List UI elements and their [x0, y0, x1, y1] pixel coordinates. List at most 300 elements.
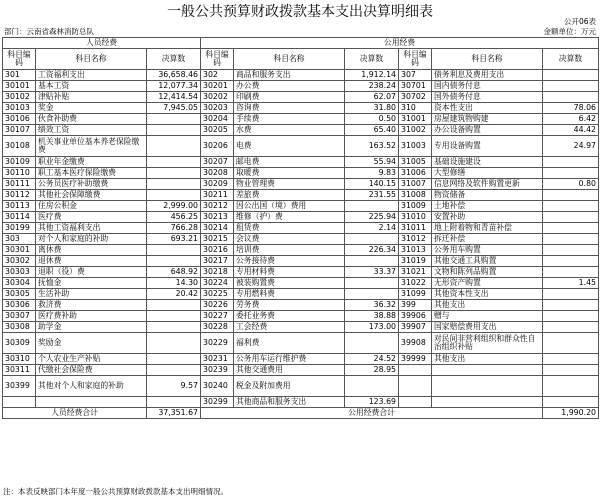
table-row: [3, 397, 599, 408]
public-code: 30227: [201, 311, 234, 322]
capital-amount: [543, 311, 599, 322]
public-amount: 55.94: [345, 157, 399, 168]
public-name: 维修（护）费: [234, 212, 345, 223]
personnel-name: 离休费: [36, 245, 147, 256]
personnel-code: 30302: [3, 256, 36, 267]
capital-name: 国外债务付息: [432, 92, 543, 103]
capital-code: 31006: [399, 168, 432, 179]
public-code: 30240: [201, 376, 234, 397]
public-name: 手续费: [234, 114, 345, 125]
personnel-amount: [147, 397, 201, 408]
personnel-name: 其他对个人和家庭的补助: [36, 376, 147, 397]
public-code: 30206: [201, 136, 234, 157]
capital-amount: [543, 190, 599, 201]
public-name: 物业管理费: [234, 179, 345, 190]
personnel-name: 职业年金缴费: [36, 157, 147, 168]
capital-name: 公务用车购置: [432, 245, 543, 256]
capital-code: [399, 397, 432, 408]
public-amount: 65.40: [345, 125, 399, 136]
personnel-code: 30305: [3, 289, 36, 300]
personnel-amount: [147, 300, 201, 311]
personnel-amount: 20.42: [147, 289, 201, 300]
personnel-code: 30109: [3, 157, 36, 168]
public-total-label: 公用经费合计: [201, 408, 543, 419]
capital-amount: [543, 234, 599, 245]
personnel-amount: 766.28: [147, 223, 201, 234]
capital-code: 307: [399, 70, 432, 81]
table-row: [3, 212, 599, 223]
public-code: 30205: [201, 125, 234, 136]
public-code: 30224: [201, 278, 234, 289]
public-amount: 163.52: [345, 136, 399, 157]
public-amount: [345, 256, 399, 267]
personnel-name: 医疗费: [36, 212, 147, 223]
personnel-name: 奖励金: [36, 333, 147, 354]
personnel-name: 职工基本医疗保险缴费: [36, 168, 147, 179]
personnel-amount: 12,077.34: [147, 81, 201, 92]
capital-amount: [543, 92, 599, 103]
public-amount: 173.00: [345, 322, 399, 333]
capital-amount: [543, 300, 599, 311]
table-row: [3, 300, 599, 311]
public-amount: 1,912.14: [345, 70, 399, 81]
table-row: [3, 179, 599, 190]
public-code: 30201: [201, 81, 234, 92]
capital-name: 专用设备购置: [432, 136, 543, 157]
capital-amount: [543, 168, 599, 179]
table-row: [3, 354, 599, 365]
public-name: 专用燃料费: [234, 289, 345, 300]
public-code: 30231: [201, 354, 234, 365]
capital-amount: [543, 223, 599, 234]
public-code: 30217: [201, 256, 234, 267]
public-amount: 2.14: [345, 223, 399, 234]
personnel-code: 30301: [3, 245, 36, 256]
personnel-amount: 12,414.54: [147, 92, 201, 103]
personnel-code: 303: [3, 234, 36, 245]
capital-amount: [543, 333, 599, 354]
personnel-amount: [147, 365, 201, 376]
table-row: [3, 311, 599, 322]
public-name: 税金及附加费用: [234, 376, 345, 397]
personnel-code: 30399: [3, 376, 36, 397]
public-amount: 225.94: [345, 212, 399, 223]
col-header-code: 科目编码: [201, 49, 234, 70]
personnel-amount: [147, 136, 201, 157]
public-name: 咨询费: [234, 103, 345, 114]
public-name: 福利费: [234, 333, 345, 354]
public-amount: 31.80: [345, 103, 399, 114]
public-name: 公务接待费: [234, 256, 345, 267]
capital-code: 31099: [399, 289, 432, 300]
public-name: 其他交通费用: [234, 365, 345, 376]
public-code: 30203: [201, 103, 234, 114]
capital-amount: [543, 376, 599, 397]
table-row: [3, 376, 599, 397]
capital-code: 30702: [399, 92, 432, 103]
capital-amount: [543, 354, 599, 365]
capital-amount: [543, 245, 599, 256]
personnel-name: 基本工资: [36, 81, 147, 92]
public-code: 30208: [201, 168, 234, 179]
capital-code: 31008: [399, 190, 432, 201]
capital-name: 拆迁补偿: [432, 234, 543, 245]
public-amount: 9.83: [345, 168, 399, 179]
capital-name: 房屋建筑物购建: [432, 114, 543, 125]
table-row: [3, 256, 599, 267]
personnel-code: 30103: [3, 103, 36, 114]
capital-code: 39907: [399, 322, 432, 333]
personnel-name: 生活补助: [36, 289, 147, 300]
capital-name: 对民间非营利组织和群众性自治组织补贴: [432, 333, 543, 354]
table-row: [3, 168, 599, 179]
table-row: [3, 322, 599, 333]
personnel-amount: 7,945.05: [147, 103, 201, 114]
public-name: 劳务费: [234, 300, 345, 311]
table-row: [3, 333, 599, 354]
personnel-code: 30310: [3, 354, 36, 365]
personnel-name: [36, 397, 147, 408]
capital-name: [432, 397, 543, 408]
report-title: 一般公共预算财政拨款基本支出决算明细表: [167, 4, 433, 20]
public-code: 302: [201, 70, 234, 81]
capital-code: 31003: [399, 136, 432, 157]
personnel-code: 30306: [3, 300, 36, 311]
public-amount: 33.37: [345, 267, 399, 278]
personnel-code: 30106: [3, 114, 36, 125]
capital-code: 399: [399, 300, 432, 311]
personnel-name: 抚恤金: [36, 278, 147, 289]
capital-amount: 6.42: [543, 114, 599, 125]
expenditure-detail-table: [2, 37, 599, 419]
capital-name: 土地补偿: [432, 201, 543, 212]
personnel-amount: [147, 245, 201, 256]
public-code: 30209: [201, 179, 234, 190]
department-label: 部门：云南省森林消防总队: [4, 27, 94, 36]
personnel-name: 其他社会保障缴费: [36, 190, 147, 201]
capital-code: 39908: [399, 333, 432, 354]
personnel-name: 个人农业生产补贴: [36, 354, 147, 365]
personnel-amount: [147, 114, 201, 125]
table-row: [3, 365, 599, 376]
public-code: 30215: [201, 234, 234, 245]
personnel-code: 30113: [3, 201, 36, 212]
capital-amount: [543, 322, 599, 333]
capital-amount: [543, 397, 599, 408]
personnel-amount: 36,658.46: [147, 70, 201, 81]
personnel-code: 30304: [3, 278, 36, 289]
personnel-code: 30114: [3, 212, 36, 223]
capital-name: 办公设备购置: [432, 125, 543, 136]
capital-code: 310: [399, 103, 432, 114]
capital-name: 国内债务付息: [432, 81, 543, 92]
personnel-name: 助学金: [36, 322, 147, 333]
table-row: [3, 190, 599, 201]
table-row: [3, 157, 599, 168]
form-code: 公开06表: [563, 17, 596, 26]
table-row: [3, 114, 599, 125]
personnel-amount: [147, 311, 201, 322]
personnel-amount: [147, 157, 201, 168]
table-row: [3, 289, 599, 300]
personnel-name: 救济费: [36, 300, 147, 311]
public-name: 印刷费: [234, 92, 345, 103]
capital-code: 31021: [399, 267, 432, 278]
public-amount: 231.55: [345, 190, 399, 201]
personnel-name: 住房公积金: [36, 201, 147, 212]
public-name: 工会经费: [234, 322, 345, 333]
public-amount: 38.88: [345, 311, 399, 322]
personnel-amount: [147, 168, 201, 179]
public-name: 邮电费: [234, 157, 345, 168]
personnel-amount: [147, 354, 201, 365]
public-amount: 36.32: [345, 300, 399, 311]
public-name: 租赁费: [234, 223, 345, 234]
public-name: 水费: [234, 125, 345, 136]
capital-amount: 0.80: [543, 179, 599, 190]
public-amount: [345, 289, 399, 300]
personnel-code: 30108: [3, 136, 36, 157]
personnel-amount: 9.57: [147, 376, 201, 397]
capital-name: 文物和陈列品购置: [432, 267, 543, 278]
table-row: [3, 234, 599, 245]
table-row: [3, 223, 599, 234]
personnel-code: 30101: [3, 81, 36, 92]
personnel-code: 30308: [3, 322, 36, 333]
footnote: 注：本表反映部门本年度一般公共预算财政拨款基本支出明细情况。: [3, 487, 228, 496]
capital-name: 债务利息及费用支出: [432, 70, 543, 81]
personnel-amount: 2,999.00: [147, 201, 201, 212]
public-name: 委托业务费: [234, 311, 345, 322]
public-amount: 28.95: [345, 365, 399, 376]
capital-name: 大型修缮: [432, 168, 543, 179]
capital-name: 基础设施建设: [432, 157, 543, 168]
personnel-name: 津贴补贴: [36, 92, 147, 103]
capital-name: 国家赔偿费用支出: [432, 322, 543, 333]
capital-code: 31005: [399, 157, 432, 168]
group-header-row: [3, 38, 599, 49]
capital-amount: [543, 70, 599, 81]
personnel-amount: [147, 190, 201, 201]
personnel-name: 对个人和家庭的补助: [36, 234, 147, 245]
personnel-amount: 693.21: [147, 234, 201, 245]
public-amount: 140.15: [345, 179, 399, 190]
public-amount: [345, 278, 399, 289]
capital-name: 赠与: [432, 311, 543, 322]
capital-amount: 24.97: [543, 136, 599, 157]
public-code: 30229: [201, 333, 234, 354]
public-code: 30202: [201, 92, 234, 103]
public-name: 其他商品和服务支出: [234, 397, 345, 408]
personnel-code: 30309: [3, 333, 36, 354]
capital-amount: [543, 256, 599, 267]
public-amount: [345, 234, 399, 245]
public-code: 30207: [201, 157, 234, 168]
capital-amount: 44.42: [543, 125, 599, 136]
public-amount: 238.24: [345, 81, 399, 92]
capital-code: 39906: [399, 311, 432, 322]
personnel-group-header: 人员经费: [3, 38, 201, 49]
capital-code: 31013: [399, 245, 432, 256]
personnel-amount: [147, 179, 201, 190]
public-code: 30228: [201, 322, 234, 333]
capital-name: 资本性支出: [432, 103, 543, 114]
col-header-name: 科目名称: [36, 49, 147, 70]
personnel-code: 30111: [3, 179, 36, 190]
personnel-name: 伙食补助费: [36, 114, 147, 125]
personnel-total-value: 37,351.67: [147, 408, 201, 419]
public-code: 30239: [201, 365, 234, 376]
personnel-amount: [147, 125, 201, 136]
capital-code: 31019: [399, 256, 432, 267]
personnel-name: 退休费: [36, 256, 147, 267]
col-header-amount: 决算数: [345, 49, 399, 70]
personnel-name: 奖金: [36, 103, 147, 114]
public-name: 商品和服务支出: [234, 70, 345, 81]
public-group-header: 公用经费: [201, 38, 599, 49]
col-header-amount: 决算数: [147, 49, 201, 70]
capital-name: [432, 365, 543, 376]
capital-amount: [543, 81, 599, 92]
table-row: [3, 278, 599, 289]
public-name: 取暖费: [234, 168, 345, 179]
personnel-total-label: 人员经费合计: [3, 408, 147, 419]
personnel-name: 代缴社会保险费: [36, 365, 147, 376]
personnel-code: 30107: [3, 125, 36, 136]
personnel-amount: [147, 322, 201, 333]
public-name: 差旅费: [234, 190, 345, 201]
personnel-code: 30199: [3, 223, 36, 234]
capital-name: 其他资本性支出: [432, 289, 543, 300]
capital-code: 39999: [399, 354, 432, 365]
capital-amount: [543, 157, 599, 168]
table-body: [3, 70, 599, 408]
capital-code: 31002: [399, 125, 432, 136]
personnel-name: 退职（役）费: [36, 267, 147, 278]
public-amount: 62.07: [345, 92, 399, 103]
table-row: [3, 81, 599, 92]
personnel-amount: 456.25: [147, 212, 201, 223]
capital-name: 其他支出: [432, 300, 543, 311]
col-header-name: 科目名称: [234, 49, 345, 70]
col-header-code: 科目编码: [3, 49, 36, 70]
personnel-code: 30112: [3, 190, 36, 201]
personnel-name: 公务员医疗补助缴费: [36, 179, 147, 190]
unit-label: 金额单位：万元: [543, 27, 596, 36]
capital-name: 地上附着物和青苗补偿: [432, 223, 543, 234]
capital-code: 31007: [399, 179, 432, 190]
public-name: 专用材料费: [234, 267, 345, 278]
public-code: 30213: [201, 212, 234, 223]
personnel-name: 机关事业单位基本养老保险缴费: [36, 136, 147, 157]
capital-amount: 1.45: [543, 278, 599, 289]
table-row: [3, 267, 599, 278]
capital-amount: [543, 289, 599, 300]
capital-name: 其他交通工具购置: [432, 256, 543, 267]
public-code: 30214: [201, 223, 234, 234]
personnel-code: 301: [3, 70, 36, 81]
column-header-row: [3, 49, 599, 70]
capital-amount: 78.06: [543, 103, 599, 114]
public-name: 被装购置费: [234, 278, 345, 289]
public-name: 办公费: [234, 81, 345, 92]
capital-code: 30701: [399, 81, 432, 92]
capital-amount: [543, 267, 599, 278]
capital-name: 信息网络及软件购置更新: [432, 179, 543, 190]
col-header-name: 科目名称: [432, 49, 543, 70]
public-code: 30226: [201, 300, 234, 311]
capital-code: 31011: [399, 223, 432, 234]
public-name: 会议费: [234, 234, 345, 245]
totals-row: [3, 408, 599, 419]
public-code: 30225: [201, 289, 234, 300]
col-header-code: 科目编码: [399, 49, 432, 70]
table-row: [3, 103, 599, 114]
capital-name: [432, 376, 543, 397]
capital-name: 无形资产购置: [432, 278, 543, 289]
capital-code: 31010: [399, 212, 432, 223]
public-code: 30299: [201, 397, 234, 408]
public-code: 30204: [201, 114, 234, 125]
personnel-name: 医疗费补助: [36, 311, 147, 322]
public-name: 公务用车运行维护费: [234, 354, 345, 365]
personnel-name: 其他工资福利支出: [36, 223, 147, 234]
personnel-code: 30102: [3, 92, 36, 103]
personnel-amount: 648.92: [147, 267, 201, 278]
public-amount: [345, 333, 399, 354]
capital-code: [399, 365, 432, 376]
personnel-amount: [147, 256, 201, 267]
public-name: 因公出国（境）费用: [234, 201, 345, 212]
public-code: 30211: [201, 190, 234, 201]
capital-code: 31001: [399, 114, 432, 125]
table-row: [3, 92, 599, 103]
personnel-code: 30303: [3, 267, 36, 278]
capital-code: 31012: [399, 234, 432, 245]
table-row: [3, 70, 599, 81]
capital-amount: [543, 201, 599, 212]
col-header-amount: 决算数: [543, 49, 599, 70]
table-row: [3, 201, 599, 212]
public-code: 30212: [201, 201, 234, 212]
capital-name: 其他支出: [432, 354, 543, 365]
public-amount: 24.52: [345, 354, 399, 365]
personnel-amount: [147, 333, 201, 354]
personnel-code: [3, 397, 36, 408]
capital-amount: [543, 212, 599, 223]
table-row: [3, 245, 599, 256]
personnel-name: 工资福利支出: [36, 70, 147, 81]
capital-code: 31022: [399, 278, 432, 289]
public-amount: 226.34: [345, 245, 399, 256]
public-amount: 123.69: [345, 397, 399, 408]
personnel-code: 30110: [3, 168, 36, 179]
capital-code: 31009: [399, 201, 432, 212]
personnel-code: 30311: [3, 365, 36, 376]
public-name: 培训费: [234, 245, 345, 256]
public-amount: [345, 201, 399, 212]
table-row: [3, 136, 599, 157]
capital-amount: [543, 365, 599, 376]
public-amount: [345, 376, 399, 397]
capital-code: [399, 376, 432, 397]
capital-name: 安置补助: [432, 212, 543, 223]
personnel-code: 30307: [3, 311, 36, 322]
personnel-name: 绩效工资: [36, 125, 147, 136]
public-amount: 0.50: [345, 114, 399, 125]
capital-name: 物资储备: [432, 190, 543, 201]
personnel-amount: 14.30: [147, 278, 201, 289]
